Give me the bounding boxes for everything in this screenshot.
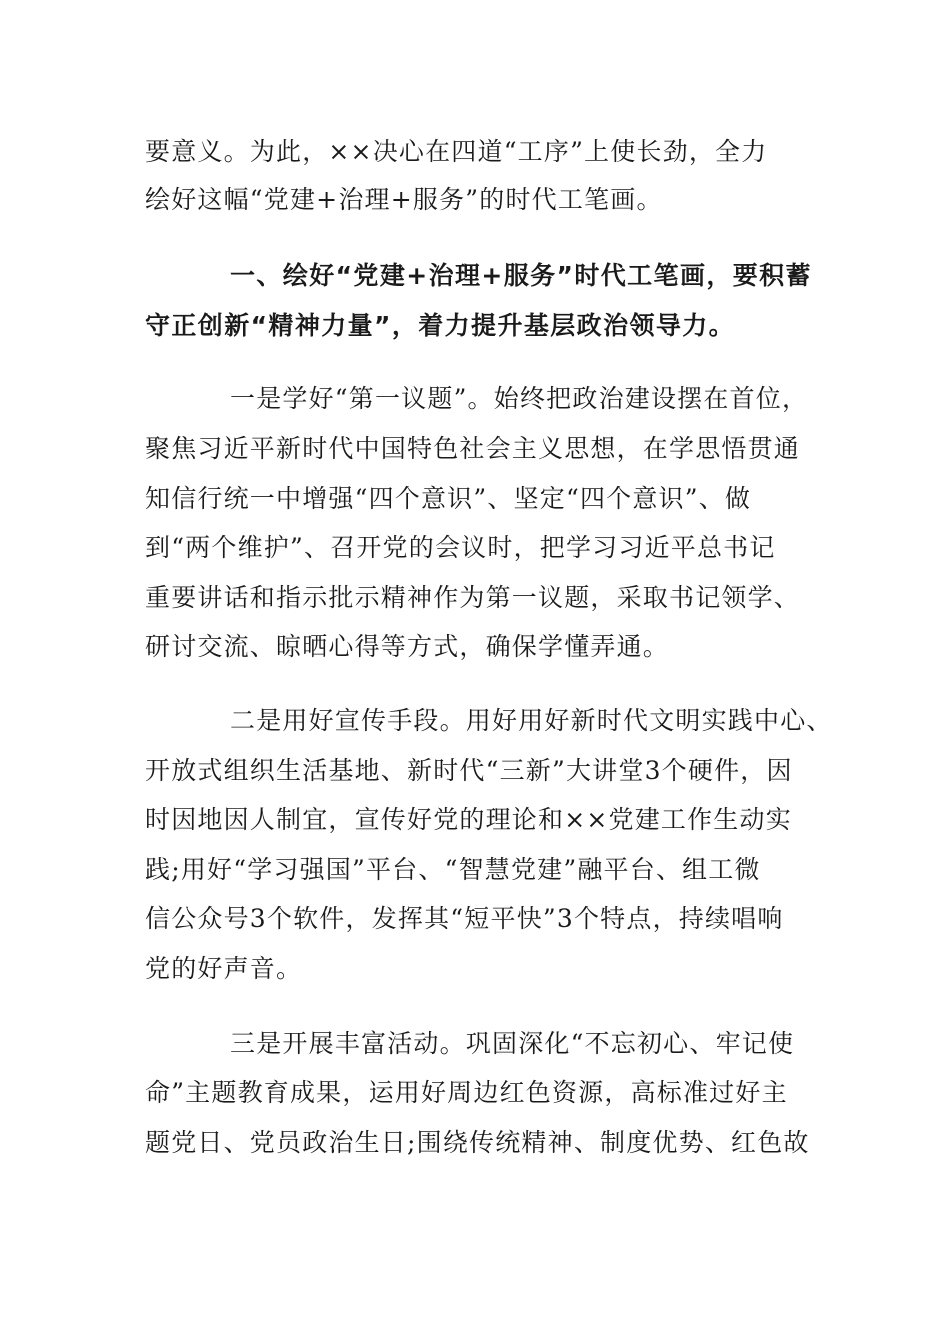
text-line: 党的好声音。 xyxy=(145,954,303,983)
text-line: 三是开展丰富活动。巩固深化“不忘初心、牢记使 xyxy=(230,1029,795,1058)
text-line: 开放式组织生活基地、新时代“三新”大讲堂3个硬件，因 xyxy=(145,756,793,785)
text-line: 时因地因人制宜，宣传好党的理论和××党建工作生动实 xyxy=(145,805,792,834)
text-line: 研讨交流、晾晒心得等方式，确保学懂弄通。 xyxy=(145,632,670,661)
text-line: 命”主题教育成果，运用好周边红色资源，高标准过好主 xyxy=(145,1078,788,1107)
text-line: 一是学好“第一议题”。始终把政治建设摆在首位， xyxy=(230,384,809,413)
text-line: 题党日、党员政治生日;围绕传统精神、制度优势、红色故 xyxy=(145,1128,810,1157)
text-line: 知信行统一中增强“四个意识”、坚定“四个意识”、做 xyxy=(145,484,752,513)
text-line: 二是用好宣传手段。用好用好新时代文明实践中心、 xyxy=(230,706,833,735)
text-line: 绘好这幅“党建+治理+服务”的时代工笔画。 xyxy=(145,185,663,214)
text-line: 重要讲话和指示批示精神作为第一议题，采取书记领学、 xyxy=(145,583,801,612)
text-line: 信公众号3个软件，发挥其“短平快”3个特点，持续唱响 xyxy=(145,904,784,933)
heading-line: 守正创新“精神力量”，着力提升基层政治领导力。 xyxy=(145,311,736,340)
text-line: 要意义。为此，××决心在四道“工序”上使长劲，全力 xyxy=(145,137,768,166)
text-line: 到“两个维护”、召开党的会议时，把学习习近平总书记 xyxy=(145,533,776,562)
text-line: 践;用好“学习强国”平台、“智慧党建”融平台、组工微 xyxy=(145,855,761,884)
heading-line: 一、绘好“党建+治理+服务”时代工笔画，要积蓄 xyxy=(230,261,812,290)
text-line: 聚焦习近平新时代中国特色社会主义思想，在学思悟贯通 xyxy=(145,434,801,463)
